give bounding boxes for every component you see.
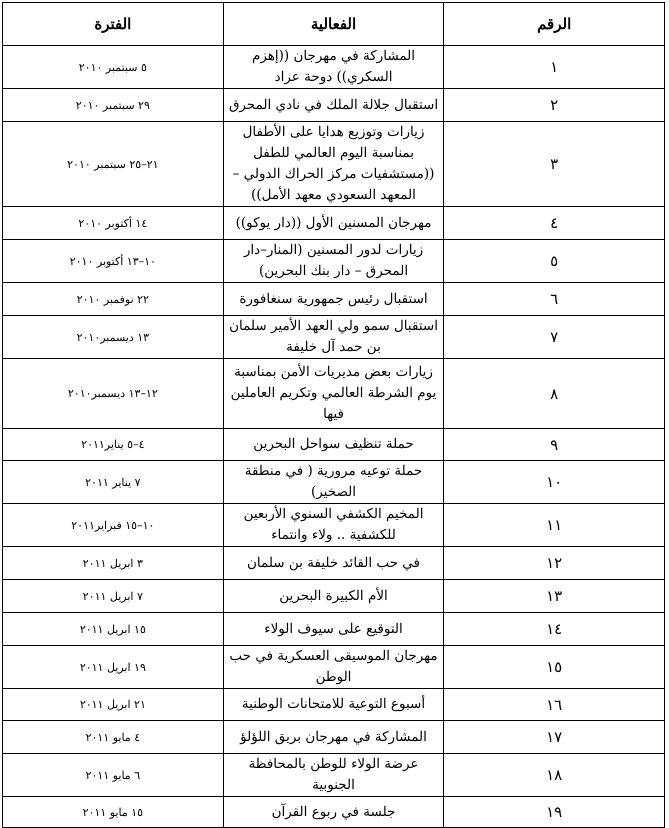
row-period: ٢٢ نوفمبر ٢٠١٠ bbox=[3, 283, 224, 316]
row-number: ١١ bbox=[444, 504, 665, 547]
row-period: ٢١–٢٥ سبتمبر ٢٠١٠ bbox=[3, 122, 224, 207]
table-row bbox=[3, 646, 665, 689]
row-period: ٦ مايو ٢٠١١ bbox=[3, 754, 224, 797]
row-activity: المشاركة في مهرجان بريق اللؤلؤ bbox=[223, 721, 444, 754]
table-row bbox=[3, 580, 665, 613]
table-row bbox=[3, 504, 665, 547]
row-activity: أسبوع التوعية للامتحانات الوطنية bbox=[223, 689, 444, 721]
row-number: ١٣ bbox=[444, 580, 665, 613]
row-activity: المخيم الكشفي السنوي الأربعين للكشفية .. ولاء وانتماء bbox=[223, 504, 444, 547]
table-row bbox=[3, 207, 665, 240]
row-period: ٧ ابريل ٢٠١١ bbox=[3, 580, 224, 613]
row-period: ١٤ أكتوبر ٢٠١٠ bbox=[3, 207, 224, 240]
row-period: ٤ مايو ٢٠١١ bbox=[3, 721, 224, 754]
row-number: ١ bbox=[444, 46, 665, 89]
table-row bbox=[3, 689, 665, 721]
row-activity: استقبال جلالة الملك في نادي المحرق bbox=[223, 89, 444, 122]
row-period: ٢٩ سبتمبر ٢٠١٠ bbox=[3, 89, 224, 122]
row-number: ٨ bbox=[444, 359, 665, 429]
table-row bbox=[3, 721, 665, 754]
row-number: ١٧ bbox=[444, 721, 665, 754]
row-activity: حملة تنظيف سواحل البحرين bbox=[223, 429, 444, 461]
row-number: ١٤ bbox=[444, 613, 665, 646]
row-period: ١٠–١٥ فبراير٢٠١١ bbox=[3, 504, 224, 547]
header-row bbox=[3, 3, 665, 46]
row-period: ٧ يناير ٢٠١١ bbox=[3, 461, 224, 504]
row-activity: استقبال سمو ولي العهد الأمير سلمان بن حمد آل خليفة bbox=[223, 316, 444, 359]
header-activity: الفعالية bbox=[223, 3, 444, 46]
row-activity: عرضة الولاء للوطن بالمحافظة الجنوبية bbox=[223, 754, 444, 797]
row-number: ١٥ bbox=[444, 646, 665, 689]
table-row bbox=[3, 122, 665, 207]
row-activity: زيارات لدور المسنين (المنار–دار المحرق – دار بنك البحرين) bbox=[223, 240, 444, 283]
row-activity: الأم الكبيرة البحرين bbox=[223, 580, 444, 613]
table-row bbox=[3, 613, 665, 646]
table-row bbox=[3, 754, 665, 797]
row-activity: التوقيع على سيوف الولاء bbox=[223, 613, 444, 646]
row-number: ٥ bbox=[444, 240, 665, 283]
row-period: ١٥ ابريل ٢٠١١ bbox=[3, 613, 224, 646]
row-period: ١٢–١٣ ديسمبر٢٠١٠ bbox=[3, 359, 224, 429]
row-period: ١٠–١٣ أكتوبر ٢٠١٠ bbox=[3, 240, 224, 283]
row-activity: مهرجان المسنين الأول ((دار يوكو)) bbox=[223, 207, 444, 240]
row-period: ٤–٥ يناير٢٠١١ bbox=[3, 429, 224, 461]
table-row bbox=[3, 429, 665, 461]
row-activity: جلسة في ربوع القرآن bbox=[223, 797, 444, 828]
row-activity: زيارات بعض مديريات الأمن بمناسبة يوم الشرطة العالمي وتكريم العاملين فيها bbox=[223, 359, 444, 429]
row-activity: استقبال رئيس جمهورية سنغافورة bbox=[223, 283, 444, 316]
row-number: ٧ bbox=[444, 316, 665, 359]
row-period: ٥ سبتمبر ٢٠١٠ bbox=[3, 46, 224, 89]
row-number: ٣ bbox=[444, 122, 665, 207]
row-number: ١٨ bbox=[444, 754, 665, 797]
row-number: ١٠ bbox=[444, 461, 665, 504]
header-number: الرقم bbox=[444, 3, 665, 46]
table-row bbox=[3, 46, 665, 89]
table-row bbox=[3, 316, 665, 359]
header-period: الفترة bbox=[3, 3, 224, 46]
table-body bbox=[3, 46, 665, 828]
row-number: ١٩ bbox=[444, 797, 665, 828]
row-period: ١٣ ديسمبر٢٠١٠ bbox=[3, 316, 224, 359]
table-row bbox=[3, 283, 665, 316]
row-period: ١٥ مايو ٢٠١١ bbox=[3, 797, 224, 828]
row-period: ٢١ ابريل ٢٠١١ bbox=[3, 689, 224, 721]
table-row bbox=[3, 547, 665, 580]
table-row bbox=[3, 797, 665, 828]
row-activity: زيارات وتوزيع هدايا على الأطفال بمناسبة اليوم العالمي للطفل ((مستشفيات مركز الحراك الدولي – المعهد السعودي معهد الأمل)) bbox=[223, 122, 444, 207]
row-number: ١٢ bbox=[444, 547, 665, 580]
table-row bbox=[3, 89, 665, 122]
row-activity: مهرجان الموسيقى العسكرية في حب الوطن bbox=[223, 646, 444, 689]
activities-table bbox=[2, 2, 665, 828]
table-row bbox=[3, 461, 665, 504]
table-row bbox=[3, 240, 665, 283]
table-row bbox=[3, 359, 665, 429]
row-activity: في حب القائد خليفة بن سلمان bbox=[223, 547, 444, 580]
row-number: ١٦ bbox=[444, 689, 665, 721]
row-period: ٣ ابريل ٢٠١١ bbox=[3, 547, 224, 580]
row-period: ١٩ ابريل ٢٠١١ bbox=[3, 646, 224, 689]
row-activity: حملة توعيه مرورية ( في منطقة الصخير) bbox=[223, 461, 444, 504]
row-number: ٩ bbox=[444, 429, 665, 461]
row-activity: المشاركة في مهرجان ((إهزم السكري)) دوحة عراد bbox=[223, 46, 444, 89]
row-number: ٦ bbox=[444, 283, 665, 316]
row-number: ٢ bbox=[444, 89, 665, 122]
row-number: ٤ bbox=[444, 207, 665, 240]
